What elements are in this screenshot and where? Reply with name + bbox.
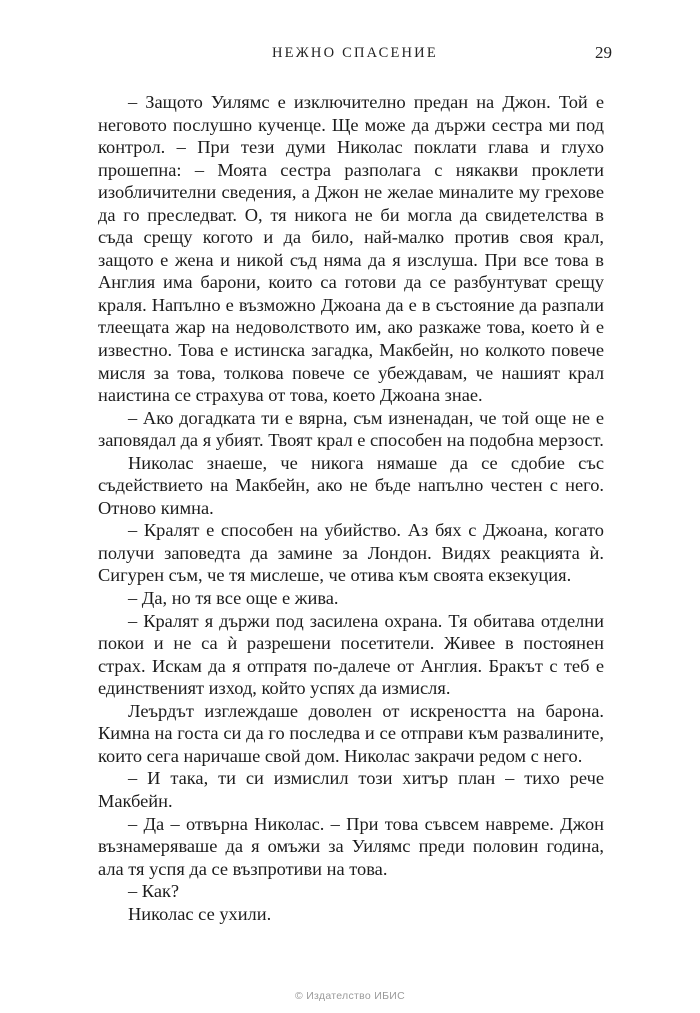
page-number: 29 xyxy=(595,43,612,62)
paragraph: – Защото Уилямс е изключително предан на Джон. Той е неговото послушно кученце. Ще може да държи сестра ми под контрол. – При тези думи Николас поклати глава и глухо прошепна: – Моята сестра разполага с някакви проклети изобличителни сведения, а Джон не желае миналите му грехове да го преследват. О, тя никога не би могла да свидетелства в съда срещу когото и да било, най-малко против своя крал, защото е жена и никой съд няма да я изслуша. При все това в Англия има барони, които са готови да се разбунтуват срещу краля. Напълно е възможно Джоана да е в състояние да разпали тлеещата жар на недоволството им, ако разкаже това, което ѝ е известно. Това е истинска загадка, Макбейн, но колкото повече мисля за това, толкова повече се убеждавам, че нашият крал наистина се страхува от това, което Джоана знае. xyxy=(98,92,604,406)
paragraph: Николас се ухили. xyxy=(128,903,272,924)
copyright-footer: © Издателство ИБИС xyxy=(294,990,406,1002)
running-title: НЕЖНО СПАСЕНИЕ xyxy=(272,45,438,61)
paragraph: – Ако догадката ти е вярна, съм изненадан, че той още не е заповядал да я убият. Твоят крал е способен на подобна мерзост. xyxy=(98,407,604,451)
paragraph: – Да, но тя все още е жива. xyxy=(128,588,339,609)
page-header xyxy=(0,41,700,67)
paragraph: – Как? xyxy=(128,881,180,902)
paragraph: – Кралят я държи под засилена охрана. Тя обитава отделни покои и не са ѝ разрешени посетители. Живее в постоянен страх. Искам да я отпратя по-далече от Англия. Бракът с теб е единственият изход, който успях да измисля. xyxy=(98,610,604,699)
body-text xyxy=(98,91,604,925)
paragraph: Николас знаеше, че никога нямаше да се сдобие със съдействието на Макбейн, ако не бъде напълно честен с него. Отново кимна. xyxy=(98,452,604,518)
paragraph: – И така, ти си измислил този хитър план – тихо рече Макбейн. xyxy=(98,768,604,811)
paragraph: – Да – отвърна Николас. – При това съвсем навреме. Джон възнамеряваше да я омъжи за Уилямс преди половин година, ала тя успя да се възпротиви на това. xyxy=(98,813,604,879)
paragraph: Леърдът изглеждаше доволен от искреността на барона. Кимна на госта си да го последва и се отправи към развалините, които сега наричаше свой дом. Николас закрачи редом с него. xyxy=(98,700,604,766)
paragraph: – Кралят е способен на убийство. Аз бях с Джоана, когато получи заповедта да замине за Лондон. Видях реакцията ѝ. Сигурен съм, че тя мислеше, че отива към своята екзекуция. xyxy=(98,520,604,586)
